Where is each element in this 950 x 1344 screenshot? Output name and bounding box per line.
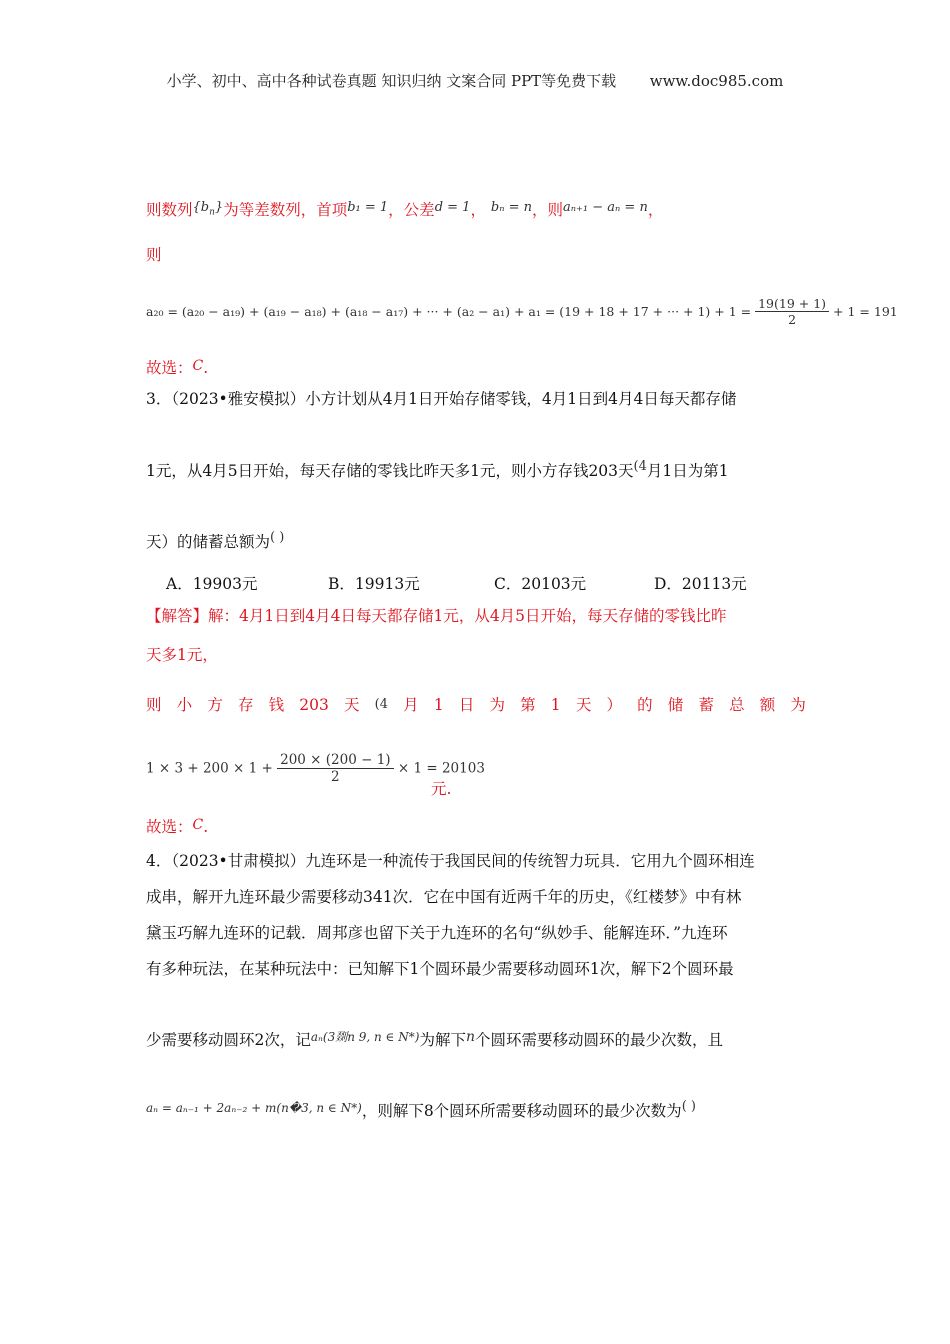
justified-char: 的 xyxy=(637,696,653,714)
text: ，则 xyxy=(532,201,564,219)
justified-char: 月 xyxy=(403,696,419,714)
q2-formula xyxy=(146,296,898,327)
formula-fraction xyxy=(755,296,829,327)
justified-char: 天 xyxy=(344,696,360,714)
q4-line4: 有多种玩法，在某种玩法中：已知解下1个圆环最少需要移动圆环1次，解下2个圆环最 xyxy=(146,960,734,978)
text: 为等差数列，首项 xyxy=(223,201,348,219)
q3-option-c[interactable]: C．20103元 xyxy=(494,575,587,593)
q4-line5: 少需要移动圆环2次，记$^{a_n(3剟n 9, n \in N*)}$为解下n个圆环需要移动圆环的最少次数，且 xyxy=(146,1029,724,1049)
page-header xyxy=(0,70,950,91)
justified-char: 第 xyxy=(520,696,536,714)
justified-char: 方 xyxy=(207,696,223,714)
text: ， xyxy=(647,201,664,219)
justified-char: ） xyxy=(606,696,622,714)
math-d: d = 1 xyxy=(434,200,471,215)
justified-char: 钱 xyxy=(268,696,285,714)
math-bn-eq: bₙ = n xyxy=(490,200,533,215)
fraction-denominator: 2 xyxy=(788,312,797,327)
justified-char: (4 xyxy=(374,697,389,712)
formula-left: a₂₀ = (a₂₀ − a₁₉) + (a₁₉ − a₁₈) + (a₁₈ − a₁₇) + ··· + (a₂ − a₁) + a₁ = (19 + 18 + 17 + ··· + 1) + 1 = xyxy=(146,304,752,319)
q3-solution-line3 xyxy=(146,694,806,716)
justified-char: 蓄 xyxy=(698,696,714,714)
q3-option-a[interactable]: A．19903元 xyxy=(166,575,258,593)
fraction-denominator: 2 xyxy=(331,769,340,785)
q3-option-d[interactable]: D．20113元 xyxy=(654,575,747,593)
q2-solution-line2: 则 xyxy=(146,246,162,264)
q3-line3: 天）的储蓄总额为( ) xyxy=(146,530,285,551)
q3-answer: 故选：C. xyxy=(146,817,209,836)
q3-solution-line2: 天多1元， xyxy=(146,646,218,664)
header-right: www.doc985.com xyxy=(649,72,784,90)
formula-right: + 1 = 191 xyxy=(833,304,898,319)
math-diff: aₙ₊₁ − aₙ = n xyxy=(563,200,648,215)
fraction-numerator: 200 × (200 − 1) xyxy=(277,752,393,769)
formula-right: × 1 = 20103 xyxy=(397,760,485,777)
math-bn: {bn} xyxy=(192,200,224,218)
text: ，公差 xyxy=(388,201,435,219)
justified-char: 则 xyxy=(146,696,162,714)
math-b1: b₁ = 1 xyxy=(347,200,389,215)
justified-char: 日 xyxy=(458,696,475,714)
q3-solution-line1: 【解答】解：4月1日到4月4日每天都存储1元，从4月5日开始，每天存储的零钱比昨 xyxy=(146,607,727,625)
q3-line1: 3．（2023•雅安模拟）小方计划从4月1日开始存储零钱，4月1日到4月4日每天都存储 xyxy=(146,390,737,408)
justified-char: 总 xyxy=(729,696,745,714)
justified-char: 额 xyxy=(759,696,776,714)
text: ， xyxy=(470,201,486,219)
q4-line6: $^{a_n = a_{n-1} + 2a_{n-2} + m(n�3, n \in N*)}$，则解下8个圆环所需要移动圆环的最少次数为( ) xyxy=(146,1099,696,1120)
q3-option-b[interactable]: B．19913元 xyxy=(328,575,420,593)
justified-char: 203 xyxy=(299,696,329,714)
q4-line1: 4．（2023•甘肃模拟）九连环是一种流传于我国民间的传统智力玩具．它用九个圆环相连 xyxy=(146,852,755,870)
justified-char: 天 xyxy=(575,696,592,714)
justified-char: 储 xyxy=(667,696,684,714)
justified-char: 存 xyxy=(237,696,254,714)
fraction-numerator: 19(19 + 1) xyxy=(755,296,829,312)
q3-formula-unit: 元. xyxy=(431,780,452,798)
q4-line2: 成串，解开九连环最少需要移动341次．它在中国有近两千年的历史，《红楼梦》中有林 xyxy=(146,888,742,906)
q4-line3: 黛玉巧解九连环的记载．周邦彦也留下关于九连环的名句“纵妙手、能解连环．”九连环 xyxy=(146,924,728,942)
q3-line2: 1元，从4月5日开始，每天存储的零钱比昨天多1元，则小方存钱203天$^{(4}$月1日为第1 xyxy=(146,459,729,480)
justified-char: 1 xyxy=(550,696,561,714)
justified-char: 1 xyxy=(433,696,444,714)
justified-char: 为 xyxy=(489,696,505,714)
header-left: 小学、初中、高中各种试卷真题 知识归纳 文案合同 PPT等免费下载 xyxy=(166,72,617,90)
q2-answer: 故选：C. xyxy=(146,358,209,377)
justified-char: 小 xyxy=(176,696,193,714)
formula-left: 1 × 3 + 200 × 1 + xyxy=(146,760,273,777)
formula-fraction xyxy=(277,752,393,785)
q2-solution-line1 xyxy=(146,197,663,224)
justified-char: 为 xyxy=(790,696,806,714)
text: 则数列 xyxy=(146,201,193,219)
